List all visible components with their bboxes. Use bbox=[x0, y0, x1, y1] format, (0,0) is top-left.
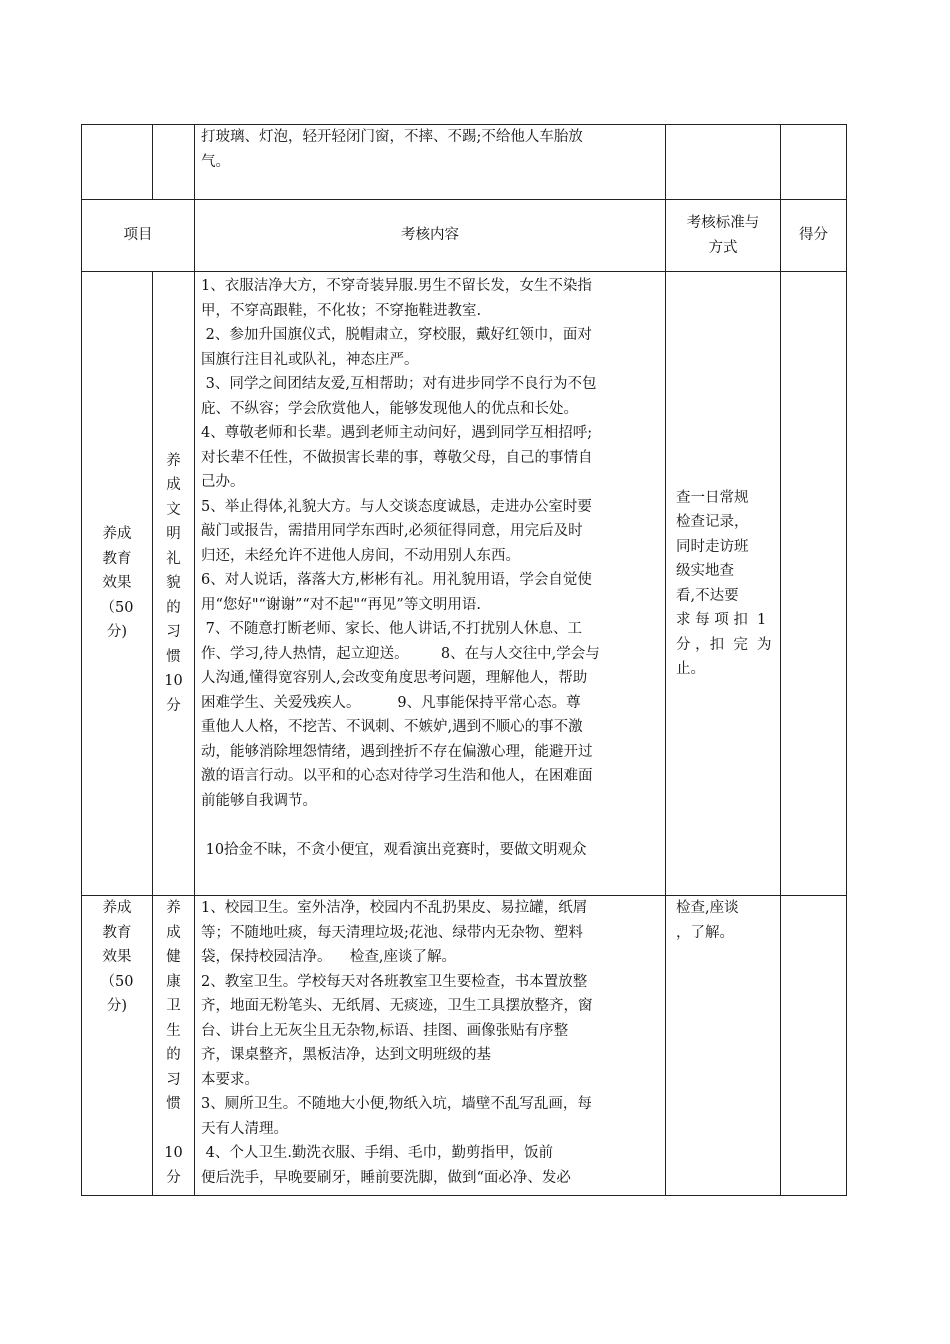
content-line: 作、学习,待人热情，起立迎送。 8、在与人交往中,学会与 bbox=[201, 645, 600, 662]
habit-cell bbox=[153, 896, 195, 1196]
habit-char: 貌 bbox=[166, 575, 181, 592]
content-cell bbox=[195, 272, 666, 896]
category-line: 教育 bbox=[102, 550, 132, 567]
assessment-table bbox=[81, 124, 847, 1196]
content-line: 气。 bbox=[201, 153, 230, 170]
header-standard-line: 考核标准与 bbox=[686, 215, 760, 231]
content-line: 国旗行注目礼或队礼，神态庄严。 bbox=[201, 351, 419, 368]
content-line: 己办。 bbox=[201, 474, 245, 490]
habit-char bbox=[153, 1117, 194, 1142]
category-line: （50 bbox=[100, 599, 134, 616]
habit-char: 礼 bbox=[166, 550, 181, 567]
content-line: 本要求。 bbox=[201, 1071, 259, 1088]
continuation-content bbox=[195, 125, 666, 200]
habit-char: 惯 bbox=[166, 648, 181, 665]
content-line: 1、衣服洁净大方，不穿奇装异服.男生不留长发，女生不染指 bbox=[201, 278, 592, 294]
habit-char: 健 bbox=[166, 949, 181, 965]
empty-cell bbox=[153, 125, 195, 200]
content-line: 3、同学之间团结友爱,互相帮助；对有进步同学不良行为不包 bbox=[201, 376, 597, 392]
habit-char: 养 bbox=[166, 900, 181, 916]
category-line: 效果 bbox=[102, 575, 132, 592]
standard-line: ，了解。 bbox=[676, 924, 734, 941]
standard-line: 查一日常规 bbox=[676, 489, 749, 506]
habit-char: 卫 bbox=[166, 998, 181, 1014]
content-line: 重他人人格，不挖苦、不讽刺、不嫉妒,遇到不顺心的事不激 bbox=[201, 719, 583, 735]
category-cell bbox=[82, 272, 153, 896]
content-line: 困难学生、关爱残疾人。 9、凡事能保持平常心态。尊 bbox=[201, 694, 581, 711]
content-line: 4、尊敬老师和长辈。遇到老师主动问好，遇到同学互相招呼; bbox=[201, 425, 593, 441]
habit-char: 成 bbox=[166, 924, 181, 941]
content-line: 用“您好"“谢谢”“对不起"“再见”等文明用语. bbox=[201, 596, 481, 613]
content-line: 袋，保持校园洁净。 检查,座谈了解。 bbox=[201, 949, 457, 965]
content-line: 10拾金不昧，不贪小便宜，观看演出竞赛时，要做文明观众 bbox=[201, 841, 587, 858]
category-line: 教育 bbox=[102, 924, 132, 941]
standard-line: 同时走访班 bbox=[676, 538, 749, 555]
header-project: 项目 bbox=[82, 200, 195, 272]
content-line: 齐，地面无粉笔头、无纸屑、无痰迹，卫生工具摆放整齐，窗 bbox=[201, 998, 593, 1014]
standard-line: 止。 bbox=[676, 661, 705, 677]
content-line: 打玻璃、灯泡，轻开轻闭门窗，不摔、不踢;不给他人车胎放 bbox=[201, 129, 583, 145]
habit-char: 明 bbox=[166, 526, 181, 543]
category-line: 分) bbox=[106, 998, 128, 1014]
content-line: 7、不随意打断老师、家长、他人讲话,不打扰别人休息、工 bbox=[201, 621, 582, 637]
habit-char: 成 bbox=[166, 477, 181, 494]
standard-line: 级实地查 bbox=[676, 563, 734, 579]
category-line: 养成 bbox=[102, 900, 132, 916]
content-line: 敲门或报告，需措用同学东西时,必须征得同意，用完后及时 bbox=[201, 523, 583, 539]
habit-char: 10 bbox=[164, 673, 183, 690]
habit-char: 康 bbox=[166, 973, 181, 990]
content-line bbox=[201, 813, 659, 838]
content-line: 人沟通,懂得宽容别人,会改变角度思考问题，理解他人，帮助 bbox=[201, 670, 588, 686]
standard-line: 求 每 项 扣 1 bbox=[676, 612, 767, 628]
habit-char: 文 bbox=[166, 501, 181, 518]
habit-char: 习 bbox=[166, 624, 181, 641]
standard-line: 分 ，扣 完 为 bbox=[676, 636, 772, 653]
category-line: 分) bbox=[106, 624, 128, 641]
empty-cell bbox=[666, 125, 781, 200]
habit-char: 习 bbox=[166, 1071, 181, 1088]
content-line: 1、校园卫生。室外洁净，校园内不乱扔果皮、易拉罐，纸屑 bbox=[201, 900, 588, 916]
category-line: 养成 bbox=[102, 526, 132, 543]
standard-line: 看,不达要 bbox=[676, 587, 739, 604]
score-cell bbox=[781, 896, 847, 1196]
standard-cell bbox=[666, 896, 781, 1196]
content-line: 动，能够消除埋怨情绪，遇到挫折不存在偏激心理，能避开过 bbox=[201, 743, 593, 760]
content-line: 台、讲台上无灰尘且无杂物,标语、挂图、画像张贴有序整 bbox=[201, 1022, 569, 1039]
category-line: 效果 bbox=[102, 949, 132, 965]
habit-char: 的 bbox=[166, 1047, 181, 1063]
content-line: 6、对人说话，落落大方,彬彬有礼。用礼貌用语，学会自觉使 bbox=[201, 572, 592, 588]
category-cell bbox=[82, 896, 153, 1196]
header-row bbox=[82, 200, 847, 272]
habit-char: 10 bbox=[164, 1145, 183, 1161]
standard-cell bbox=[666, 272, 781, 896]
habit-cell bbox=[153, 272, 195, 896]
standard-line: 检查记录， bbox=[676, 514, 749, 530]
content-line: 5、举止得体,礼貌大方。与人交谈态度诚恳，走进办公室时要 bbox=[201, 498, 592, 515]
content-line: 庇、不纵容；学会欣赏他人，能够发现他人的优点和长处。 bbox=[201, 400, 578, 417]
empty-cell bbox=[781, 125, 847, 200]
habit-char: 分 bbox=[166, 697, 181, 714]
content-line: 归还，未经允许不进他人房间，不动用别人东西。 bbox=[201, 547, 520, 564]
content-line: 对长辈不任性，不做损害长辈的事，尊敬父母，自己的事情自 bbox=[201, 449, 593, 466]
content-line: 2、教室卫生。学校每天对各班教室卫生要检查，书本置放整 bbox=[201, 973, 588, 990]
table-row bbox=[82, 272, 847, 896]
habit-char: 的 bbox=[166, 599, 181, 616]
content-line: 等；不随地吐痰，每天清理垃圾;花池、绿带内无杂物、塑料 bbox=[201, 924, 583, 941]
content-cell bbox=[195, 896, 666, 1196]
content-line: 天有人清理。 bbox=[201, 1120, 288, 1137]
habit-char: 养 bbox=[166, 452, 181, 469]
category-line: （50 bbox=[100, 973, 134, 990]
content-line: 激的语言行动。以平和的心态对待学习生浩和他人，在困难面 bbox=[201, 768, 593, 784]
habit-char: 生 bbox=[166, 1022, 181, 1039]
content-line: 齐，课桌整齐，黑板洁净，达到文明班级的基 bbox=[201, 1047, 491, 1063]
header-score: 得分 bbox=[781, 200, 847, 272]
header-content: 考核内容 bbox=[195, 200, 666, 272]
habit-char: 惯 bbox=[166, 1096, 181, 1112]
habit-char: 分 bbox=[166, 1169, 181, 1186]
header-standard-line: 方式 bbox=[708, 239, 738, 256]
header-standard bbox=[666, 200, 781, 272]
content-line: 便后洗手，早晚要刷牙，睡前要洗脚，做到“面必净、发必 bbox=[201, 1169, 571, 1186]
empty-cell bbox=[82, 125, 153, 200]
content-line: 前能够自我调节。 bbox=[201, 792, 317, 809]
content-line: 4、个人卫生.勤洗衣服、手绢、毛巾，勤剪指甲，饭前 bbox=[201, 1145, 553, 1161]
score-cell bbox=[781, 272, 847, 896]
content-line: 2、参加升国旗仪式，脱帽肃立，穿校服，戴好红领巾，面对 bbox=[201, 327, 592, 343]
standard-line: 检查,座谈 bbox=[676, 900, 739, 916]
table-row bbox=[82, 896, 847, 1196]
continuation-row bbox=[82, 125, 847, 200]
content-line: 甲，不穿高跟鞋，不化妆；不穿拖鞋进教室. bbox=[201, 302, 482, 319]
content-line: 3、厕所卫生。不随地大小便,物纸入坑，墙壁不乱写乱画，每 bbox=[201, 1096, 592, 1112]
